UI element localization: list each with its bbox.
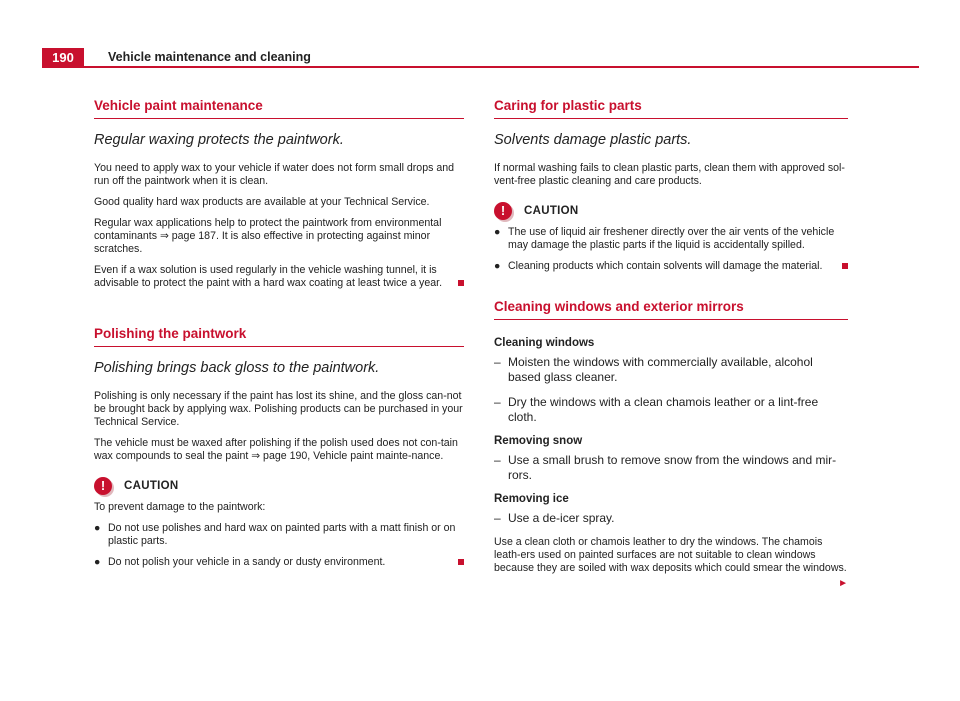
caution-header — [94, 477, 464, 495]
page-number: 190 — [42, 48, 84, 68]
caution-label: CAUTION — [124, 480, 179, 492]
continue-arrow-icon: ► — [838, 578, 848, 589]
exclamation-circle-icon: ! — [94, 477, 112, 495]
paragraph: Even if a wax solution is used regularly in the vehicle washing tunnel, it is advisable to protect the paint with a hard wax coating at least twice a year. — [94, 264, 464, 290]
paragraph: You need to apply wax to your vehicle if water does not form small drops and run off the paintwork when it is clean. — [94, 162, 454, 187]
list-item: ● Cleaning products which contain solvents will damage the material. — [494, 260, 848, 273]
right-column — [494, 98, 848, 590]
subheading: Removing ice — [494, 493, 569, 505]
list-item: ● Do not use polishes and hard wax on painted parts with a matt finish or on plastic parts. — [94, 522, 456, 547]
section-subtitle: Solvents damage plastic parts. — [494, 132, 692, 148]
caution-header — [494, 202, 848, 220]
step-item: – Use a small brush to remove snow from the windows and mir-rors. — [494, 453, 837, 482]
step-item: – Dry the windows with a clean chamois leather or a lint-free cloth. — [494, 395, 819, 424]
section-title-windows-mirrors: Cleaning windows and exterior mirrors — [494, 299, 848, 320]
step-item: – Moisten the windows with commercially available, alcohol based glass cleaner. — [494, 355, 813, 384]
step-item: – Use a de-icer spray. — [494, 511, 615, 525]
subheading: Cleaning windows — [494, 337, 595, 349]
subheading: Removing snow — [494, 435, 583, 447]
paragraph: Use a clean cloth or chamois leather to dry the windows. The chamois leath-ers used on painted surfaces are not suitable to clean windows because they are soiled with wax deposits which could smear the windows. ► — [494, 536, 848, 589]
paragraph: The vehicle must be waxed after polishing if the polish used does not con-tain wax compounds to seal the paint ⇒ page 190, Vehicle paint mainte-nance. — [94, 437, 458, 462]
end-square-icon — [458, 559, 464, 565]
paragraph: Good quality hard wax products are available at your Technical Service. — [94, 196, 430, 208]
exclamation-circle-icon: ! — [494, 202, 512, 220]
section-title-paint-maintenance: Vehicle paint maintenance — [94, 98, 464, 119]
caution-intro: To prevent damage to the paintwork: — [94, 501, 266, 513]
section-title-polishing: Polishing the paintwork — [94, 326, 464, 347]
list-item: ● Do not polish your vehicle in a sandy or dusty environment. — [94, 556, 464, 569]
paragraph: Regular wax applications help to protect the paintwork from environmental contaminants ⇒ page 187. It is also effective in protecting against minor scratches. — [94, 217, 442, 255]
header-rule — [84, 66, 919, 68]
paragraph: If normal washing fails to clean plastic parts, clean them with approved sol-vent-free plastic cleaning and care products. — [494, 162, 845, 187]
end-square-icon — [458, 280, 464, 286]
caution-label: CAUTION — [524, 205, 579, 217]
section-subtitle: Regular waxing protects the paintwork. — [94, 132, 344, 148]
list-item: ● The use of liquid air freshener directly over the air vents of the vehicle may damage the plastic parts if the liquid is accidentally spilled. — [494, 226, 835, 251]
end-square-icon — [842, 263, 848, 269]
section-subtitle: Polishing brings back gloss to the paintwork. — [94, 360, 380, 376]
running-title: Vehicle maintenance and cleaning — [108, 50, 311, 64]
paragraph: Polishing is only necessary if the paint has lost its shine, and the gloss can-not be brought back by applying wax. Polishing products can be purchased in your Technical Service. — [94, 390, 463, 428]
left-column — [94, 98, 464, 577]
section-title-plastic-parts: Caring for plastic parts — [494, 98, 848, 119]
